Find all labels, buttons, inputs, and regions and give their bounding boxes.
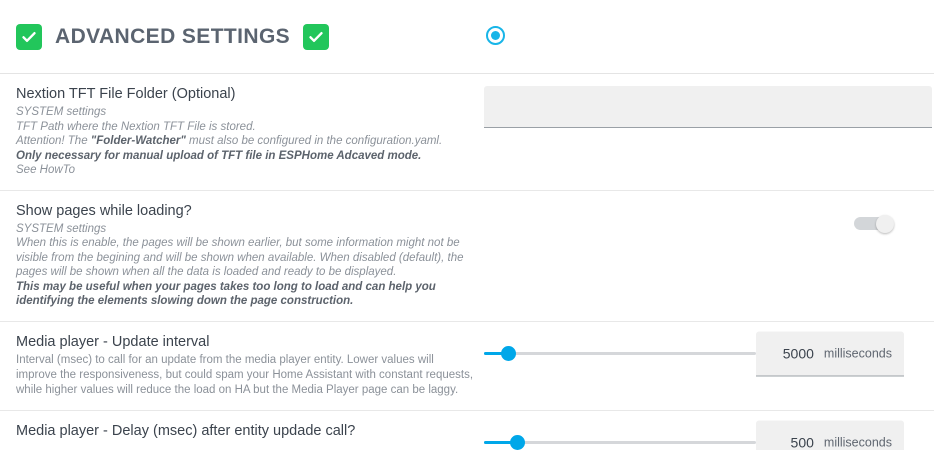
slider-track	[484, 441, 756, 444]
header-left-checkbox[interactable]	[16, 24, 42, 50]
setting-label-block	[16, 423, 476, 442]
radio-outer-ring	[486, 26, 505, 45]
radio-inner-dot	[491, 31, 500, 40]
page-title: ADVANCED SETTINGS	[55, 24, 291, 48]
value-text: 500	[790, 434, 814, 450]
setting-control-block	[476, 203, 918, 243]
setting-title: Show pages while loading?	[16, 202, 192, 219]
media-delay-value-field[interactable]	[756, 420, 904, 450]
description-line-3: This may be useful when your pages takes too long to load and can help you identifying the elements slowing down the page construction.	[16, 280, 436, 307]
description-line-3-prefix: Attention! The	[16, 135, 91, 147]
setting-description	[16, 222, 476, 309]
slider-track	[484, 352, 756, 355]
slider-thumb[interactable]	[510, 435, 525, 450]
setting-row-media-delay	[0, 411, 934, 450]
media-update-interval-value-field[interactable]	[756, 331, 904, 376]
toggle-knob	[876, 215, 894, 233]
setting-label-block	[16, 203, 476, 309]
value-text: 5000	[782, 345, 814, 361]
setting-title: Media player - Update interval	[16, 333, 210, 350]
tft-folder-input[interactable]	[484, 86, 932, 128]
media-update-interval-slider[interactable]	[484, 344, 756, 364]
description-line-4: Only necessary for manual upload of TFT file in ESPHome Adcaved mode.	[16, 149, 422, 162]
setting-label-block	[16, 334, 476, 398]
setting-row-show-pages-while-loading	[0, 191, 934, 322]
media-delay-slider[interactable]	[484, 433, 756, 450]
setting-title: Media player - Delay (msec) after entity updade call?	[16, 422, 356, 439]
description-line-2: When this is enable, the pages will be shown earlier, but some information might not be visible from the begining and will be shown when available. When disabled (default), the pages will be shown when all the data is loaded and ready to be displayed.	[16, 237, 464, 278]
header-right-checkbox[interactable]	[303, 24, 329, 50]
value-unit: milliseconds	[823, 346, 892, 360]
setting-label-block	[16, 86, 476, 178]
header-radio-button[interactable]	[486, 26, 506, 46]
setting-control-block	[476, 334, 918, 374]
description-line-1: SYSTEM settings	[16, 222, 107, 235]
setting-title: Nextion TFT File Folder (Optional)	[16, 86, 236, 102]
description-line-2: TFT Path where the Nextion TFT File is stored.	[16, 120, 256, 133]
setting-row-tft-folder	[0, 74, 934, 191]
setting-control-block	[476, 86, 932, 128]
description-line-3-suffix: must also be configured in the configuration.yaml.	[185, 135, 443, 147]
description-line-3	[16, 134, 476, 149]
description-howto-link[interactable]: See HowTo	[16, 164, 76, 176]
value-unit: milliseconds	[823, 435, 892, 449]
setting-row-media-update-interval	[0, 322, 934, 411]
setting-description	[16, 105, 476, 178]
setting-control-block	[476, 423, 918, 450]
setting-description: Interval (msec) to call for an update from the media player entity. Lower values will improve the responsiveness, but could spam your Home Assistant with constant requests, while higher values will reduce the load on HA but the Media Player page can be laggy.	[16, 353, 474, 396]
page-header	[0, 0, 934, 74]
description-folder-watcher: "Folder-Watcher"	[90, 135, 186, 147]
description-line-1: SYSTEM settings	[16, 106, 107, 118]
slider-thumb[interactable]	[501, 346, 516, 361]
show-pages-toggle[interactable]	[854, 215, 894, 231]
